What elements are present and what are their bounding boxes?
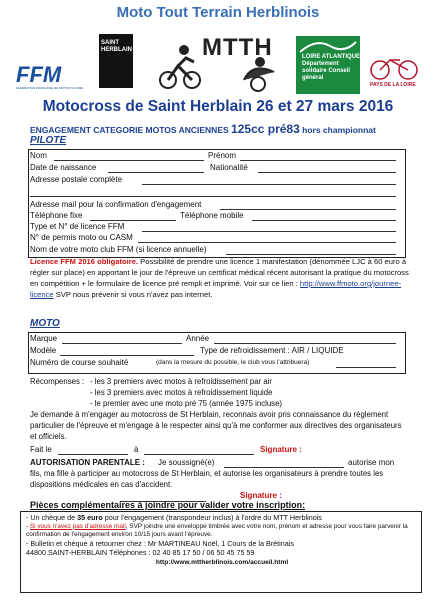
numero-label: Numéro de course souhaité	[30, 358, 129, 367]
nom-field[interactable]	[54, 150, 204, 161]
pays-de-la-loire-logo: PAYS DE LA LOIRE	[368, 52, 420, 92]
licence-link[interactable]: http://www.ffmoto.org/journee-licence	[30, 279, 402, 299]
soussigne-field[interactable]	[224, 457, 344, 468]
nationalite-field[interactable]	[258, 162, 396, 173]
saint-herblain-logo: SAINT HERBLAIN	[99, 34, 133, 88]
pieces-content	[26, 513, 418, 567]
autorisation-signature: Signature :	[240, 491, 282, 500]
club-title: Moto Tout Terrain Herblinois	[116, 4, 320, 21]
marque-row	[30, 333, 400, 345]
pieces-line-4: 44800 SAINT-HERBLAIN Téléphones : 02 40 85 17 50 / 06 50 45 75 59	[26, 548, 255, 558]
adresse-row	[30, 174, 400, 186]
mtth-logo: MTTH	[148, 32, 288, 92]
engagement-declaration: Je demande à m'engager au motocross de St Herblain, reconnais avoir pris connaissance du règlement particulier de l'épreuve et m'engage à le respecter ainsi qu'à me conformer aux directives des organisateurs et officiels.	[30, 410, 402, 441]
refroidissement-label: Type de refroidissement : AIR / LIQUIDE	[200, 346, 344, 355]
engagement-category: ENGAGEMENT CATEGORIE MOTOS ANCIENNES 125cc pré83 hors championnat	[30, 122, 376, 136]
page-title: Motocross de Saint Herblain 26 et 27 mars 2016	[42, 98, 394, 115]
naissance-field[interactable]	[108, 162, 204, 173]
licence-label: Type et N° de licence FFM	[30, 222, 125, 231]
fait-le-label: Fait le	[30, 445, 52, 454]
modele-row	[30, 345, 400, 357]
adresse-field[interactable]	[142, 174, 396, 185]
annee-field[interactable]	[214, 333, 396, 344]
annee-label: Année	[186, 334, 210, 343]
tel-fixe-field[interactable]	[90, 210, 176, 221]
modele-label: Modèle	[30, 346, 57, 355]
permis-row	[30, 232, 400, 244]
licence-required: Licence FFM 2016 obligatoire.	[30, 257, 139, 266]
marque-field[interactable]	[62, 333, 182, 344]
naissance-label: Date de naissance	[30, 163, 97, 172]
signature-row	[30, 444, 400, 456]
modele-field[interactable]	[60, 345, 194, 356]
signature-label: Signature :	[260, 445, 302, 454]
nationalite-label: Nationalité	[210, 163, 248, 172]
loire-atlantique-logo: LOIRE ATLANTIQUE Département solidaire Conseil général	[296, 36, 360, 94]
pieces-line-3: - Bulletin et chèque à retourner chez : Mr MARTINEAU Noël, 1 Cours de la Brétinais	[26, 538, 294, 548]
adresse-label: Adresse postale complète	[30, 175, 123, 184]
numero-field[interactable]	[336, 357, 396, 368]
permis-label: N° de permis moto ou CASM	[30, 233, 133, 242]
licence-field[interactable]	[142, 221, 396, 232]
naissance-row	[30, 162, 400, 174]
permis-field[interactable]	[138, 232, 396, 243]
pieces-title: Pièces complémentaires à joindre pour valider votre inscription:	[30, 500, 306, 510]
autorisation-label: AUTORISATION PARENTALE :	[30, 458, 145, 467]
adresse-row-2	[30, 186, 400, 198]
tel-fixe-label: Téléphone fixe	[30, 211, 83, 220]
pilote-section-title: PILOTE	[30, 135, 67, 146]
email-field[interactable]	[220, 199, 396, 210]
a-label: à	[134, 445, 139, 454]
club-row	[30, 244, 400, 256]
soussigne-label: Je soussigné(e)	[158, 458, 215, 467]
pieces-line-1: - Un chèque de 35 euro pour l'engagement (transpondeur inclus) à l'ordre du MTT Herblinois	[26, 513, 322, 522]
marque-label: Marque	[30, 334, 58, 343]
club-field[interactable]	[226, 244, 396, 255]
email-label: Adresse mail pour la confirmation d'engagement	[30, 200, 202, 209]
recompense-item: - le premier avec une moto pré 75 (année 1975 incluse)	[90, 399, 282, 408]
recompenses-label: Récompenses :	[30, 377, 85, 386]
lieu-field[interactable]	[144, 444, 254, 455]
autorise-label: autorise mon	[348, 458, 395, 467]
club-label: Nom de votre moto club FFM (si licence annuelle)	[30, 245, 207, 254]
fait-le-field[interactable]	[58, 444, 128, 455]
pieces-line-2: - Si vous n'avez pas d'adresse mail, SVP joindre une enveloppe timbrée avec votre nom, prénom et adresse pour vous faire parvenir la confirmation de l'engagement environ 10/15 jours avant l'épreuve.	[26, 522, 408, 538]
numero-note: (dans la mesure du possible, le club vous l'attribuera)	[156, 359, 310, 366]
tel-mobile-field[interactable]	[252, 210, 396, 221]
numero-row	[30, 357, 400, 369]
recompense-item: - les 3 premiers avec motos à refroidissement par air	[90, 377, 272, 386]
website-link[interactable]: http://www.mttherblinois.com/accueil.html	[155, 558, 289, 566]
ffm-logo: FFM FÉDÉRATION FRANÇAISE DE MOTOCYCLISME	[16, 62, 84, 90]
recompense-item: - les 3 premiers avec motos à refroidissement liquide	[90, 388, 273, 397]
adresse-field-2[interactable]	[30, 186, 396, 197]
autorisation-text: fils, ma fille à participer au motocross de St Herblain, et autorise les organisateurs à prendre toutes les dispositions médicales en cas d'accident.	[30, 469, 384, 489]
licence-info: Licence FFM 2016 obligatoire. Possibilité de prendre une licence 1 manifestation (dénommée LJC à 60 euro à régler sur place) en apportant le jour de l'épreuve un certificat médical récent autorisant la pratique du motocross en compétition + le formulaire de licence pré rempli et imprimé. Voir sur ce lien : http://www.ffmoto.org/journee-licence SVP nous prévenir si vous n'avez pas internet.	[30, 257, 409, 299]
nom-label: Nom	[30, 151, 47, 160]
moto-section-title: MOTO	[30, 318, 60, 329]
tel-mobile-label: Téléphone mobile	[180, 211, 244, 220]
prenom-label: Prénom	[208, 151, 237, 160]
nom-prenom-row	[30, 150, 400, 162]
prenom-field[interactable]	[240, 150, 396, 161]
